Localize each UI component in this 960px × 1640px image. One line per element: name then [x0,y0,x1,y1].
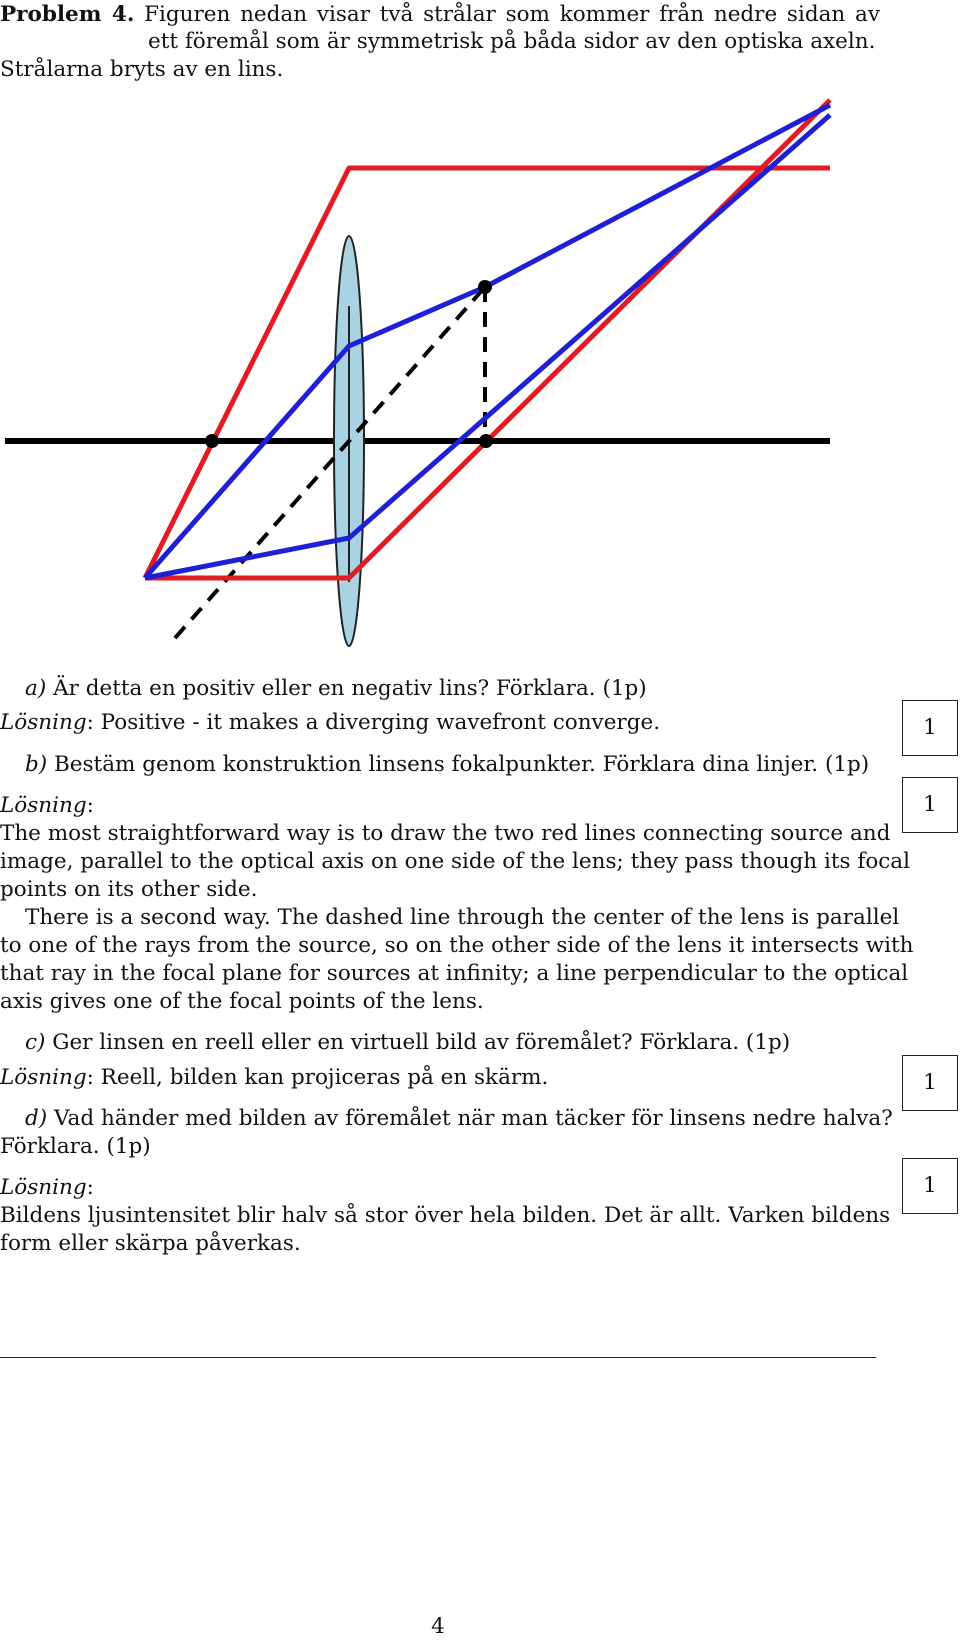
solution-c: Lösning: Reell, bilden kan projiceras på en skärm. [0,1065,549,1090]
question-a-text: Är detta en positiv eller en negativ lins? Förklara. (1p) [53,676,647,701]
score-box-b: 1 [902,777,958,833]
solution-b-line-2: image, parallel to the optical axis on one side of the lens; they pass though its focal [0,849,911,874]
solution-d-label: Lösning [0,1175,87,1200]
solution-a-text: Positive - it makes a diverging wavefront converge. [100,710,661,735]
solution-c-label: Lösning [0,1065,87,1090]
question-c-letter: c) [25,1030,46,1055]
solution-b-label: Lösning [0,793,87,818]
solution-b-line-3: points on its other side. [0,877,258,902]
solution-a-label: Lösning [0,710,87,735]
question-b-letter: b) [25,752,48,777]
solution-d-line-2: form eller skärpa påverkas. [0,1231,301,1256]
blue-ray-upper [145,105,830,578]
score-box-a: 1 [902,700,958,756]
red-ray-upper [145,168,830,578]
page-number: 4 [431,1614,445,1639]
problem-intro-line-3: Strålarna bryts av en lins. [0,57,284,82]
solution-a: Lösning: Positive - it makes a diverging wavefront converge. [0,710,661,735]
solution-b-label-line: Lösning: [0,793,94,818]
solution-b-line-7: axis gives one of the focal points of the lens. [0,989,484,1014]
score-box-c: 1 [902,1055,958,1111]
problem-intro-line-2: ett föremål som är symmetrisk på båda sidor av den optiska axeln. [148,29,876,54]
question-d-line-2: Förklara. (1p) [0,1134,151,1159]
solution-d-line-1: Bildens ljusintensitet blir halv så stor över hela bilden. Det är allt. Varken bildens [0,1203,891,1228]
question-d-line-1 [0,1104,893,1133]
question-b [0,750,905,779]
question-a [0,674,905,703]
solution-d-label-line: Lösning: [0,1175,94,1200]
red-ray-lower [145,100,830,578]
question-c-text: Ger linsen en reell eller en virtuell bild av föremålet? Förklara. (1p) [52,1030,791,1055]
solution-b-line-1: The most straightforward way is to draw the two red lines connecting source and [0,821,891,846]
intro-text-1: Figuren nedan visar två strålar som kommer från nedre sidan av [144,2,880,27]
question-d-text: Vad händer med bilden av föremålet när man täcker för linsens nedre halva? [54,1106,893,1131]
question-d-letter: d) [25,1106,48,1131]
focal-point-right [479,434,493,448]
footer-rule [0,1357,876,1358]
solution-b-line-4: There is a second way. The dashed line through the center of the lens is parallel [25,905,900,930]
solution-c-text: Reell, bilden kan projiceras på en skärm. [100,1065,549,1090]
image-point [478,280,492,294]
solution-b-line-6: that ray in the focal plane for sources at infinity; a line perpendicular to the optical [0,961,909,986]
blue-ray-lower [145,115,830,578]
solution-b-line-5: to one of the rays from the source, so on the other side of the lens it intersects with [0,933,914,958]
question-b-text: Bestäm genom konstruktion linsens fokalpunkter. Förklara dina linjer. (1p) [54,752,870,777]
question-c [0,1028,905,1057]
problem-intro-line-1 [0,0,880,29]
score-box-d: 1 [902,1158,958,1214]
lens-ray-diagram [0,90,880,690]
problem-heading: Problem 4. [0,2,135,27]
question-a-letter: a) [25,676,47,701]
focal-point-left [205,434,219,448]
